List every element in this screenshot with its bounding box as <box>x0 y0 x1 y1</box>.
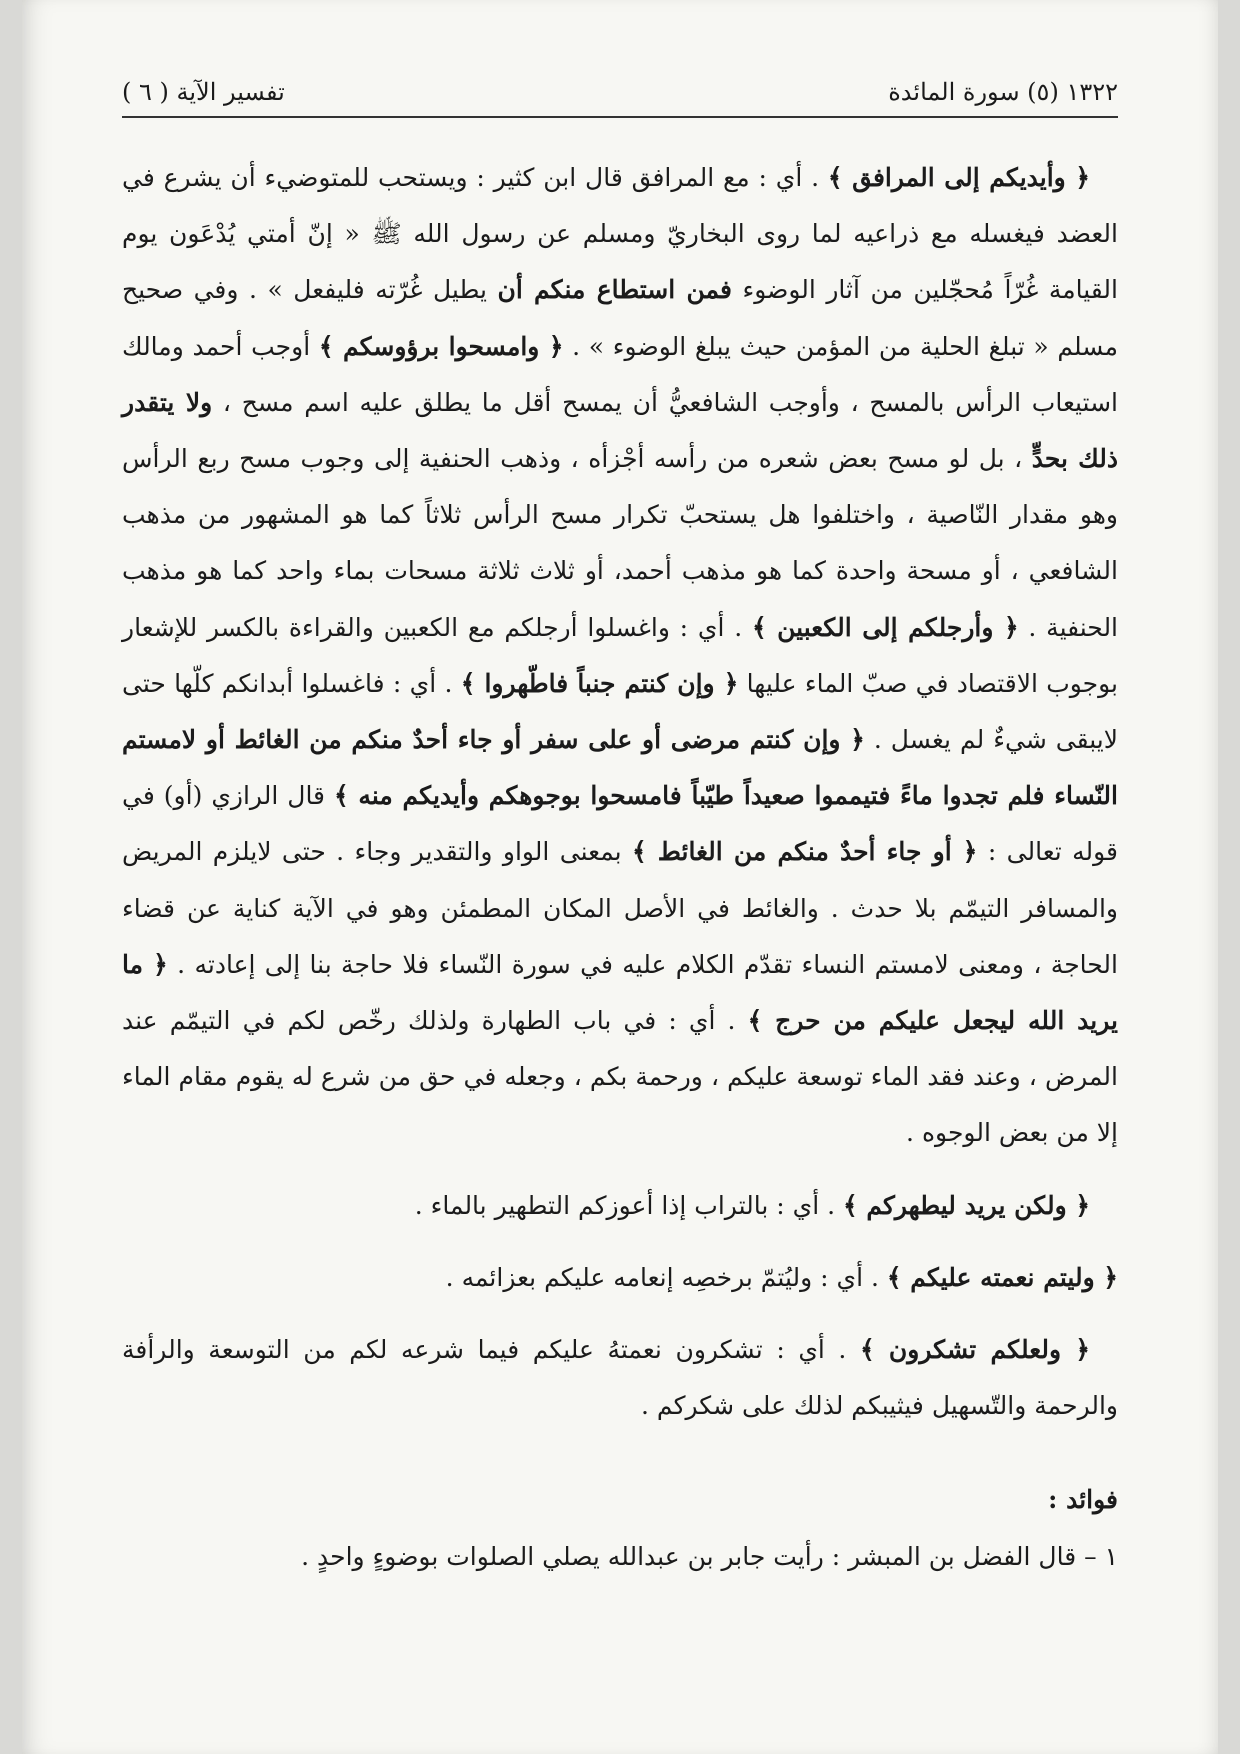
body-text: . أي : وليُتمّ برخصِه إنعامه عليكم بعزائمه . <box>445 1262 887 1292</box>
spacer <box>122 1162 1118 1178</box>
verse-quote: ﴿ ولكن يريد ليطهركم ﴾ <box>843 1190 1090 1220</box>
verse-quote: ﴿ ولعلكم تشكرون ﴾ <box>859 1335 1090 1365</box>
body-text: . أي : في باب الطهارة ولذلك رخّص لكم في التيمّم عند المرض ، وعند فقد الماء توسعة عليكم ، ورحمة بكم ، وجعله في حق من شرع له يقوم مقام الماء إلا من بعض الوجوه . <box>122 1006 1118 1148</box>
verse-quote: ﴿ وليتم نعمته عليكم ﴾ <box>886 1262 1118 1292</box>
verse-quote: ﴿ وإن كنتم مرضى أو على سفر أو جاء أحدٌ منكم من الغائط أو لامستم النّساء فلم تجدوا ماءً فتيمموا صعيداً طيّباً فامسحوا بوجوهكم وأيديكم منه ﴾ <box>122 725 1118 811</box>
section-title: تفسير الآية ( ٦ ) <box>122 78 285 106</box>
body-text: . أي : فاغسلوا أبدانكم كلّها حتى لايبقى شيءٌ لم يغسل . <box>122 668 1118 755</box>
body-text: يطيل غُرّته فليفعل » . وفي صحيح مسلم « تبلغ الحلية من المؤمن حيث يبلغ الوضوء » . <box>122 275 1118 361</box>
verse-quote: ﴿ وامسحوا برؤوسكم ﴾ <box>318 331 564 361</box>
spacer <box>122 1234 1118 1250</box>
paragraph-4 <box>122 1322 1118 1434</box>
page-number-surah: ١٣٢٢ (٥) سورة المائدة <box>888 78 1118 106</box>
verse-quote: ﴿ أو جاء أحدٌ منكم من الغائط ﴾ <box>632 837 978 867</box>
paragraph-2 <box>122 1178 1118 1234</box>
page-body <box>122 150 1118 1585</box>
page-header <box>122 72 1118 112</box>
paragraph-main <box>122 150 1118 1162</box>
verse-quote: ﴿ وأيديكم إلى المرافق ﴾ <box>827 163 1090 192</box>
body-text: أوجب أحمد ومالك استيعاب الرأس بالمسح ، وأوجب الشافعيُّ أن يمسح أقل ما يطلق عليه اسم مسح ، <box>122 331 1118 417</box>
header-rule <box>122 116 1118 118</box>
body-text: ، بل لو مسح بعض شعره من رأسه أجْزأه ، وذهب الحنفية إلى وجوب مسح ربع الرأس وهو مقدار النّاصية ، واختلفوا هل يستحبّ تكرار مسح الرأس ثلاثاً كما هو المشهور من مذهب الشافعي ، أو مسحة واحدة كما هو مذهب أحمد، أو ثلاث ثلاثة مسحات بماء واحد كما هو مذهب الحنفية . <box>122 444 1119 642</box>
body-text: . أي : واغسلوا أرجلكم مع الكعبين والقراءة بالكسر للإشعار بوجوب الاقتصاد في صبّ الماء عليها <box>122 612 1119 698</box>
document-page <box>22 0 1218 1754</box>
bold-text: ولا يتقدر ذلك بحدٍّ <box>122 387 1119 474</box>
paragraph-3 <box>122 1250 1118 1306</box>
fawaid-item-1: ١ – قال الفضل بن المبشر : رأيت جابر بن عبدالله يصلي الصلوات بوضوءٍ واحدٍ . <box>301 1541 1118 1571</box>
verse-quote: ﴿ وأرجلكم إلى الكعبين ﴾ <box>751 612 1019 642</box>
bold-text: فمن استطاع منكم أن <box>497 275 732 305</box>
verse-quote: ﴿ وإن كنتم جنباً فاطّهروا ﴾ <box>460 668 739 698</box>
body-text: . أي : بالتراب إذا أعوزكم التطهير بالماء . <box>414 1190 843 1220</box>
fawaid-heading: فوائد : <box>1048 1485 1118 1515</box>
spacer <box>122 1434 1118 1472</box>
body-text: . أي : مع المرافق قال ابن كثير : ويستحب للمتوضيء أن يشرع في العضد فيغسله مع ذراعيه لما روى البخاريّ ومسلم عن رسول الله ﷺ « إنّ أمتي يُدْعَون يوم القيامة غُرّاً مُحجّلين من آثار الوضوء <box>122 163 1118 305</box>
body-text: . أي : تشكرون نعمتهُ عليكم فيما شرعه لكم من التوسعة والرأفة والرحمة والتّسهيل فيثيبكم لذلك على شكركم . <box>122 1335 1118 1421</box>
body-text: قال الرازي (أو) في قوله تعالى : <box>122 781 1119 867</box>
body-text: بمعنى الواو والتقدير وجاء . حتى لايلزم المريض والمسافر التيمّم بلا حدث . والغائط في الأصل المكان المطمئن وهو في الآية كناية عن قضاء الحاجة ، ومعنى لامستم النساء تقدّم الكلام عليه في سورة النّساء فلا حاجة بنا إلى إعادته . <box>122 837 1118 979</box>
verse-quote: ﴿ ما يريد الله ليجعل عليكم من حرج ﴾ <box>122 949 1118 1036</box>
spacer <box>122 1306 1118 1322</box>
